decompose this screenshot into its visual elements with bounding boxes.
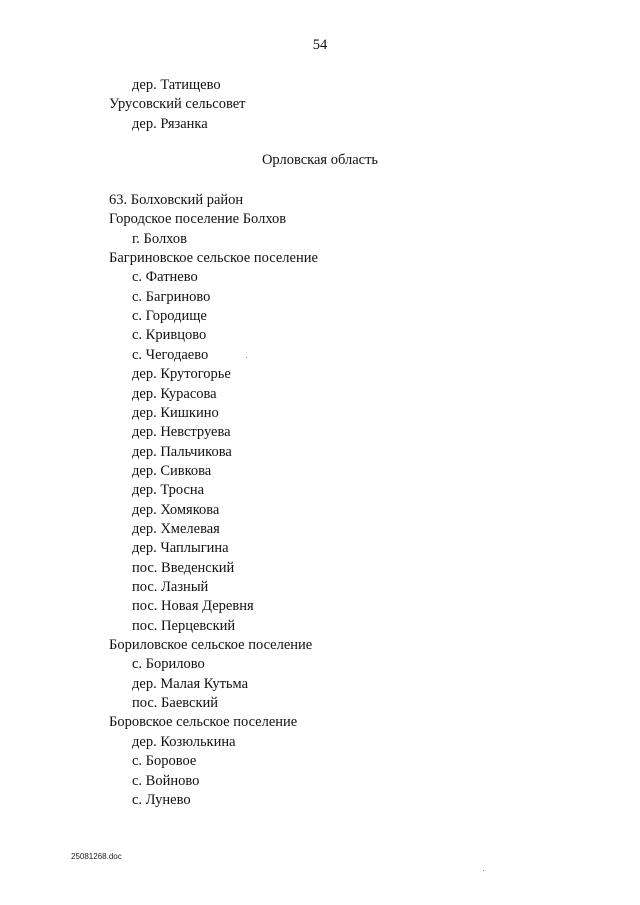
administrative-unit-heading: Бориловское сельское поселение — [109, 637, 313, 654]
settlement-entry: с. Фатнево — [132, 269, 198, 286]
settlement-entry: с. Борилово — [132, 656, 205, 673]
footer-document-code: 25081268.doc — [71, 852, 122, 861]
settlement-entry: с. Боровое — [132, 753, 197, 770]
settlement-entry: пос. Новая Деревня — [132, 598, 254, 615]
region-heading: Орловская область — [261, 152, 379, 168]
page-number: 54 — [312, 37, 328, 53]
scan-speck — [483, 870, 484, 871]
administrative-unit-heading: 63. Болховский район — [109, 192, 244, 208]
administrative-unit-heading: Багриновское сельское поселение — [109, 250, 318, 267]
settlement-entry: пос. Баевский — [132, 695, 219, 712]
settlement-entry: с. Кривцово — [132, 327, 207, 344]
settlement-entry: дер. Чаплыгина — [132, 540, 229, 557]
administrative-unit-heading: Городское поселение Болхов — [109, 211, 287, 228]
settlement-entry: дер. Козюлькина — [132, 733, 236, 750]
settlement-entry: дер. Крутогорье — [132, 366, 231, 383]
settlement-entry: пос. Лазный — [132, 579, 209, 595]
administrative-unit-heading: Боровское сельское поселение — [109, 714, 298, 731]
settlement-entry: с. Багриново — [132, 288, 211, 305]
settlement-entry: дер. Курасова — [132, 385, 217, 402]
settlement-entry: с. Войново — [132, 772, 200, 789]
settlement-entry: дер. Сивкова — [132, 462, 212, 479]
settlement-entry: дер. Татищево — [132, 77, 221, 93]
administrative-unit-heading: Урусовский сельсовет — [109, 96, 246, 113]
settlement-entry: с. Лунево — [132, 791, 191, 808]
settlement-entry: с. Чегодаево — [132, 346, 209, 363]
scan-speck — [246, 357, 247, 358]
settlement-entry: дер. Кишкино — [132, 404, 219, 421]
settlement-entry: пос. Введенский — [132, 559, 235, 576]
settlement-entry: пос. Перцевский — [132, 617, 236, 634]
settlement-entry: дер. Хмелевая — [132, 520, 220, 537]
settlement-entry: дер. Тросна — [132, 482, 205, 499]
settlement-entry: дер. Невструева — [132, 424, 231, 441]
settlement-entry: дер. Рязанка — [132, 115, 208, 132]
settlement-entry: с. Городище — [132, 308, 207, 325]
settlement-entry: дер. Пальчикова — [132, 443, 232, 460]
settlement-entry: дер. Хомякова — [132, 501, 220, 518]
settlement-entry: дер. Малая Кутьма — [132, 675, 249, 692]
settlement-entry: г. Болхов — [132, 230, 187, 247]
